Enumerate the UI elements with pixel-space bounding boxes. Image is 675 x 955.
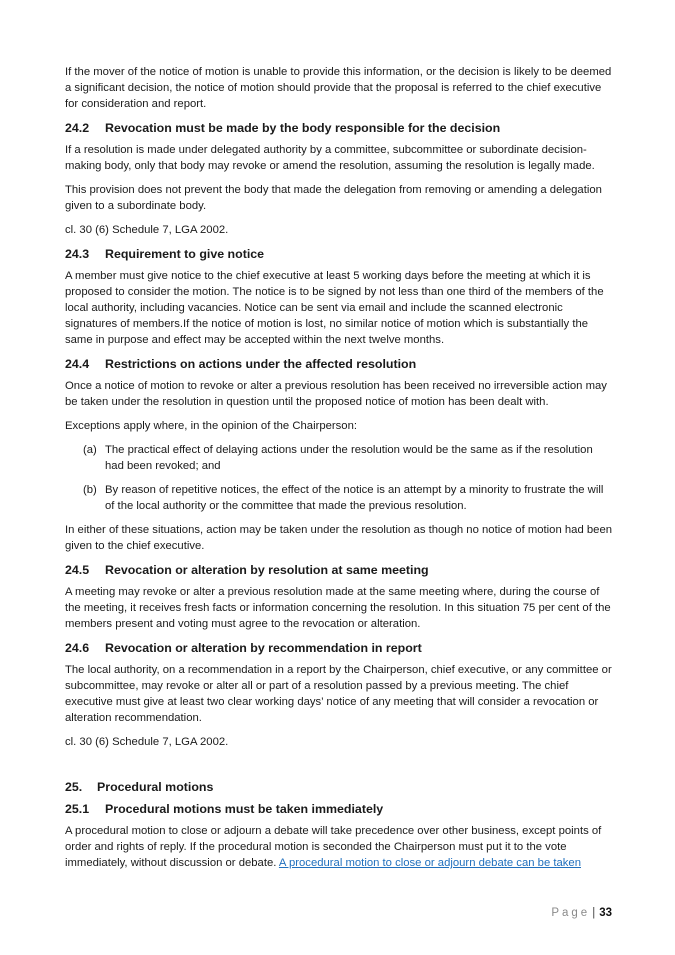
legal-reference: cl. 30 (6) Schedule 7, LGA 2002. xyxy=(65,736,229,748)
paragraph: Once a notice of motion to revoke or alter a previous resolution has been received no irreversible action may be taken under the resolution in question until the proposed notice of motion has been dealt with. xyxy=(65,380,607,408)
paragraph: A member must give notice to the chief executive at least 5 working days before the meeting at which it is proposed to consider the motion. The notice is to be signed by not less than one third of the members of the local authority, including vacancies. Notice can be sent via email and include the scanned electronic signatures of members.If the notice of motion is lost, no similar notice of motion which is substantially the same in purpose and effect may be accepted within the next twelve months. xyxy=(65,270,604,346)
heading-number: 24.5 xyxy=(65,563,90,577)
heading-number: 24.2 xyxy=(65,121,90,135)
heading-title: Requirement to give notice xyxy=(105,247,265,261)
legal-reference: cl. 30 (6) Schedule 7, LGA 2002. xyxy=(65,224,229,236)
list-text: The practical effect of delaying actions under the resolution would be the same as if the resolution had been revoked; and xyxy=(105,444,593,472)
intro-paragraph: If the mover of the notice of motion is unable to provide this information, or the decision is likely to be deemed a significant decision, the notice of motion should provide that the proposal is referred to the chief executive for consideration and report. xyxy=(65,66,612,110)
paragraph: The local authority, on a recommendation in a report by the Chairperson, chief executive, or any committee or subcommittee, may revoke or alter all or part of a resolution passed by a previous meeting. The chief executive must give at least two clear working days’ notice of any meeting that will consider a revocation or alteration recommendation. xyxy=(65,664,612,724)
heading-title: Restrictions on actions under the affected resolution xyxy=(105,357,417,371)
heading-24-5 xyxy=(65,562,613,578)
page-footer xyxy=(551,907,612,919)
heading-24-3 xyxy=(65,246,613,262)
heading-25 xyxy=(65,779,613,795)
heading-number: 24.3 xyxy=(65,247,90,261)
heading-number: 24.4 xyxy=(65,357,90,371)
heading-number: 24.6 xyxy=(65,641,90,655)
heading-25-1 xyxy=(65,801,613,817)
heading-title: Revocation or alteration by resolution at same meeting xyxy=(105,563,429,577)
heading-24-2 xyxy=(65,120,613,136)
paragraph: A meeting may revoke or alter a previous resolution made at the same meeting where, during the course of the meeting, it receives fresh facts or information concerning the resolution. In this situation 75 per cent of the members present and voting must agree to the revocation or alteration. xyxy=(65,586,611,630)
heading-number: 25.1 xyxy=(65,802,90,816)
list-item xyxy=(83,442,613,474)
paragraph: This provision does not prevent the body that made the delegation from removing or amending a delegation given to a subordinate body. xyxy=(65,184,602,212)
paragraph: Exceptions apply where, in the opinion of the Chairperson: xyxy=(65,420,358,432)
page-number: 33 xyxy=(599,907,612,919)
heading-24-6 xyxy=(65,640,613,656)
document-page xyxy=(65,64,613,871)
page-word: Page xyxy=(551,907,591,919)
heading-title: Procedural motions xyxy=(97,780,214,794)
paragraph: In either of these situations, action may be taken under the resolution as though no notice of motion had been given to the chief executive. xyxy=(65,524,613,552)
list-label: (a) xyxy=(83,444,97,456)
paragraph: If a resolution is made under delegated authority by a committee, subcommittee or subordinate decision-making body, only that body may revoke or amend the resolution, assuming the resolution is legally made. xyxy=(65,144,595,172)
heading-24-4 xyxy=(65,356,613,372)
paragraph xyxy=(65,823,613,871)
list-item xyxy=(83,482,613,514)
procedural-motion-link[interactable]: A procedural motion to close or adjourn debate can be taken xyxy=(278,857,581,869)
heading-title: Procedural motions must be taken immediately xyxy=(105,802,384,816)
heading-number: 25. xyxy=(65,780,83,794)
list-label: (b) xyxy=(83,484,97,496)
paragraph-text: A procedural motion to close or adjourn a debate will take precedence over other business, except points of order and rights of reply. If the procedural motion is seconded the Chairperson must put it to the vote immediately, without discussion or debate. xyxy=(65,825,602,869)
footer-separator: | xyxy=(592,907,596,919)
heading-title: Revocation must be made by the body responsible for the decision xyxy=(105,121,501,135)
heading-title: Revocation or alteration by recommendation in report xyxy=(105,641,422,655)
list-text: By reason of repetitive notices, the effect of the notice is an attempt by a minority to frustrate the will of the local authority or the committee that made the previous resolution. xyxy=(105,484,604,512)
